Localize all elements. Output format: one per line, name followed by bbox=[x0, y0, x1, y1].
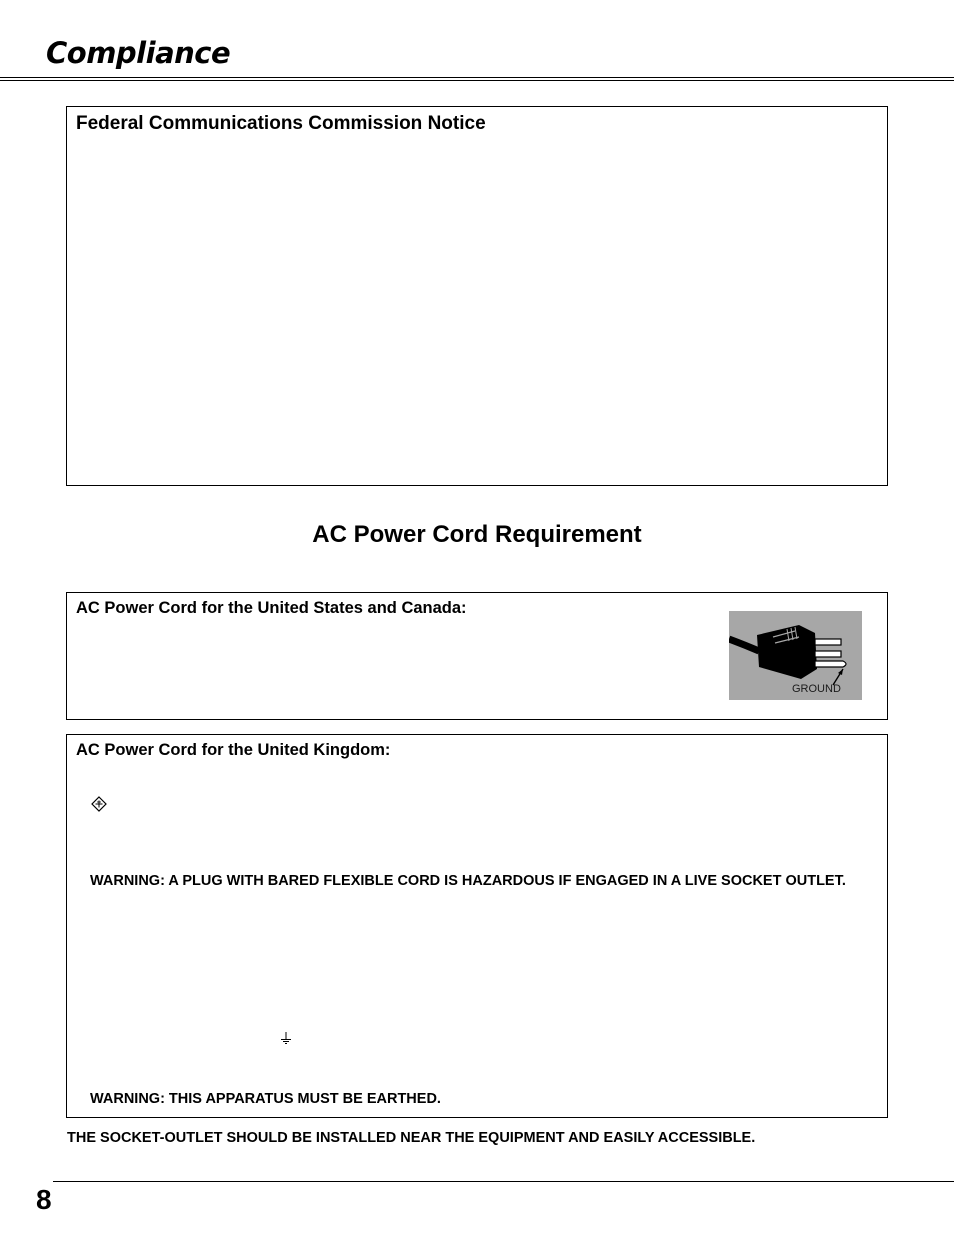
section-heading: AC Power Cord Requirement bbox=[312, 521, 642, 548]
us-canada-cord-heading: AC Power Cord for the United States and Canada: bbox=[76, 599, 467, 617]
bared-cord-warning: WARNING: A PLUG WITH BARED FLEXIBLE CORD IS HAZARDOUS IF ENGAGED IN A LIVE SOCKET OUTLET. bbox=[90, 873, 846, 889]
header-rule-top bbox=[0, 77, 954, 78]
grounded-plug-figure bbox=[729, 611, 862, 700]
earthed-warning: WARNING: THIS APPARATUS MUST BE EARTHED. bbox=[90, 1091, 441, 1107]
uk-cord-box bbox=[66, 734, 888, 1118]
page-number: 8 bbox=[36, 1184, 52, 1215]
header-rule-bottom bbox=[0, 80, 954, 81]
page-title: Compliance bbox=[46, 36, 231, 70]
uk-cord-heading: AC Power Cord for the United Kingdom: bbox=[76, 741, 391, 759]
us-canada-cord-box bbox=[66, 592, 888, 720]
asta-bsi-mark-icon bbox=[91, 796, 107, 812]
footer-rule bbox=[53, 1181, 954, 1182]
socket-outlet-note: THE SOCKET-OUTLET SHOULD BE INSTALLED NEAR THE EQUIPMENT AND EASILY ACCESSIBLE. bbox=[67, 1130, 756, 1146]
fcc-notice-box bbox=[66, 106, 888, 486]
fcc-notice-heading: Federal Communications Commission Notice bbox=[76, 113, 486, 134]
ground-label: GROUND bbox=[792, 683, 841, 695]
earth-ground-icon bbox=[280, 1031, 292, 1045]
